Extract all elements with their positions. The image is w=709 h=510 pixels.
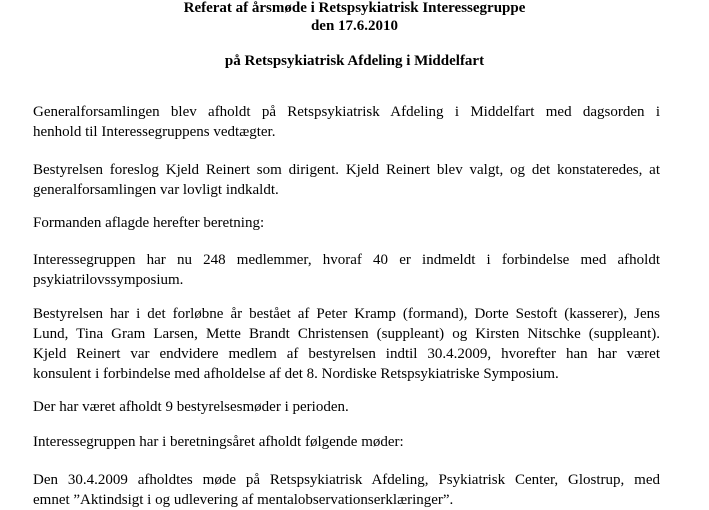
paragraph [33, 432, 660, 452]
paragraph [33, 397, 660, 417]
paragraph-line: Der har været afholdt 9 bestyrelsesmøder i perioden. [33, 399, 349, 415]
paragraph [33, 213, 660, 233]
paragraph [33, 102, 660, 142]
paragraph-line: Kjeld Reinert var endvidere medlem af bestyrelsen indtil 30.4.2009, hvorefter han har været [33, 346, 660, 362]
paragraph-line: emnet ”Aktindsigt i og udlevering af mentalobservationserklæringer”. [33, 492, 454, 508]
paragraph-line: generalforsamlingen var lovligt indkaldt. [33, 182, 279, 198]
paragraph [33, 250, 660, 290]
document-location: på Retspsykiatrisk Afdeling i Middelfart [224, 53, 485, 69]
paragraph [33, 470, 660, 510]
paragraph-line: Interessegruppen har nu 248 medlemmer, hvoraf 40 er indmeldt i forbindelse med afholdt [33, 252, 660, 268]
paragraph-line: Den 30.4.2009 afholdtes møde på Retspsykiatrisk Afdeling, Psykiatrisk Center, Glostrup, med [33, 472, 660, 488]
paragraph [33, 304, 660, 384]
paragraph-line: Bestyrelsen har i det forløbne år bestået af Peter Kramp (formand), Dorte Sestoft (kasserer), Jens [33, 306, 660, 322]
paragraph [33, 160, 660, 200]
paragraph-line: psykiatrilovssymposium. [33, 272, 184, 288]
paragraph-line: Interessegruppen har i beretningsåret afholdt følgende møder: [33, 434, 404, 450]
paragraph-line: henhold til Interessegruppens vedtægter. [33, 124, 276, 140]
paragraph-line: Generalforsamlingen blev afholdt på Retspsykiatrisk Afdeling i Middelfart med dagsorden i [33, 104, 660, 120]
paragraph-line: Bestyrelsen foreslog Kjeld Reinert som dirigent. Kjeld Reinert blev valgt, og det konstateredes, at [33, 162, 660, 178]
paragraph-line: Formanden aflagde herefter beretning: [33, 215, 265, 231]
paragraph-line: Lund, Tina Gram Larsen, Mette Brandt Christensen (suppleant) og Kirsten Nitschke (suppleant). [33, 326, 660, 342]
paragraph-line: konsulent i forbindelse med afholdelse af det 8. Nordiske Retspsykiatriske Symposium. [33, 366, 559, 382]
document-date: den 17.6.2010 [310, 18, 399, 34]
document-title: Referat af årsmøde i Retspsykiatrisk Interessegruppe [183, 0, 526, 16]
